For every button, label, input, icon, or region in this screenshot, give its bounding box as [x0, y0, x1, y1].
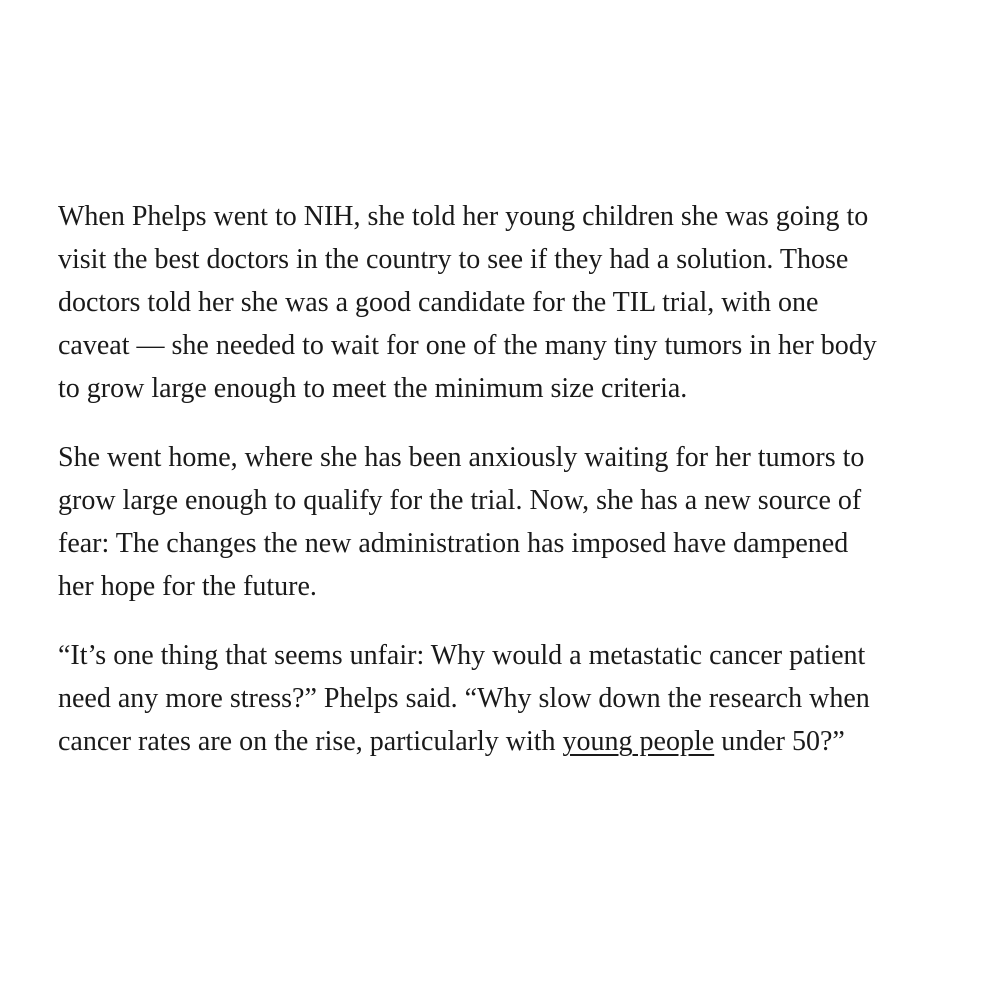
- article-body: [58, 195, 958, 789]
- paragraph-line: grow large enough to qualify for the trial. Now, she has a new source of: [58, 485, 862, 516]
- paragraph-line: doctors told her she was a good candidate for the TIL trial, with one: [58, 287, 819, 318]
- paragraph-line: “It’s one thing that seems unfair: Why would a metastatic cancer patient: [58, 640, 866, 671]
- paragraph-line: need any more stress?” Phelps said. “Why slow down the research when: [58, 683, 870, 714]
- paragraph-2: [58, 436, 958, 608]
- paragraph-1: [58, 195, 958, 410]
- paragraph-line: visit the best doctors in the country to see if they had a solution. Those: [58, 244, 849, 275]
- paragraph-line: fear: The changes the new administration has imposed have dampened: [58, 528, 849, 559]
- paragraph-line: She went home, where she has been anxiously waiting for her tumors to: [58, 442, 865, 473]
- paragraph-line: caveat — she needed to wait for one of the many tiny tumors in her body: [58, 330, 877, 361]
- paragraph-3: [58, 634, 958, 763]
- line-text-before-link: cancer rates are on the rise, particularly with: [58, 726, 563, 757]
- line-text-after-link: under 50?”: [714, 726, 845, 757]
- paragraph-line: When Phelps went to NIH, she told her young children she was going to: [58, 201, 869, 232]
- paragraph-line-with-link: [58, 720, 958, 763]
- paragraph-line: to grow large enough to meet the minimum size criteria.: [58, 373, 688, 404]
- paragraph-line: her hope for the future.: [58, 571, 317, 602]
- young-people-link[interactable]: young people: [562, 726, 715, 757]
